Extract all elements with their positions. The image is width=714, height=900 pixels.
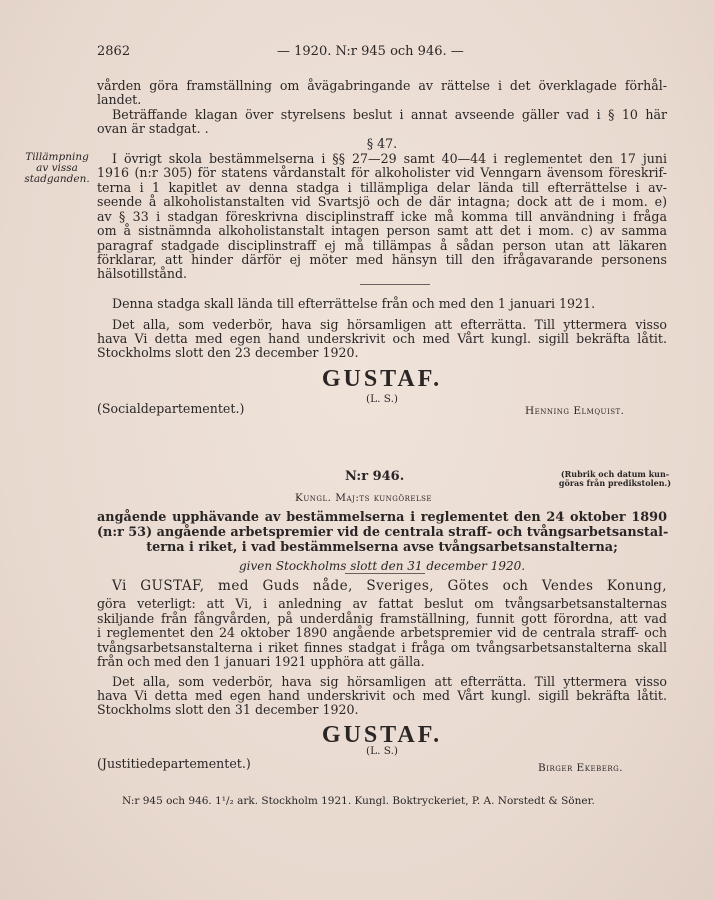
- paragraph-line: terna i 1 kapitlet av denna stadga i tillämpliga delar lända till efterrättelse i av-: [97, 180, 667, 195]
- paragraph-line: vården göra framställning om åvägabringande av rättelse i det överklagade förhål-: [97, 78, 667, 93]
- paragraph-line: förklarar, att hinder därför ej möter med hänsyn till den ifrågavarande personens: [97, 252, 667, 267]
- king-signature: GUSTAF.: [321, 366, 443, 392]
- margin-note-line: av vissa: [36, 162, 78, 174]
- paragraph-line: seende å alkoholistanstalten vid Svartsjö och de där intagna; dock att de i mom. e): [97, 194, 667, 209]
- paragraph-line: hava Vi detta med egen hand underskrivit och med Vårt kungl. sigill bekräfta låtit.: [97, 688, 667, 703]
- page-number: 2862: [97, 44, 131, 59]
- paragraph-line: I övrigt skola bestämmelserna i §§ 27—29 samt 40—44 i reglementet den 17 juni: [112, 151, 667, 166]
- paragraph-line: tvångsarbetsanstalterna i riket finnes stadgat i fråga om tvångsarbetsanstalterna skall: [97, 640, 667, 655]
- paragraph-line: om å sistnämnda alkoholistanstalt intagen person samt att det i mom. c) av samma: [97, 223, 667, 238]
- paragraph-line: skiljande från fångvården, på underdånig framställning, funnit gott förordna, att vad: [97, 611, 667, 626]
- paragraph-line: Stockholms slott den 23 december 1920.: [97, 345, 359, 360]
- paragraph-line: göra veterligt: att Vi, i anledning av fattat beslut om tvångsarbetsanstalternas: [97, 596, 667, 611]
- paragraph-line: av § 33 i stadgan föreskrivna disciplinstraff icke må komma till användning i fråga: [97, 209, 667, 224]
- paragraph-line: ovan är stadgat. .: [97, 121, 209, 136]
- department-name: (Justitiedepartementet.): [97, 756, 251, 771]
- document-title-line: terna i riket, i vad bestämmelserna avse tvångsarbetsanstalterna;: [146, 540, 618, 555]
- paragraph-line: hälsotillstånd.: [97, 266, 188, 281]
- paragraph-line: Denna stadga skall lända till efterrättelse från och med den 1 januari 1921.: [112, 296, 596, 311]
- paragraph-line: från och med den 1 januari 1921 upphöra att gälla.: [97, 654, 425, 669]
- rubric-note-line: göras från predikstolen.): [558, 478, 672, 488]
- paragraph-line: Vi GUSTAF, med Guds nåde, Sveriges, Götes och Vendes Konung,: [112, 578, 667, 594]
- rubric-note-line: (Rubrik och datum kun-: [560, 469, 670, 479]
- paragraph-line: 1916 (n:r 305) för statens vårdanstalt för alkoholister vid Venngarn ävensom föreskrif-: [97, 165, 667, 180]
- king-signature: GUSTAF.: [321, 722, 443, 748]
- printer-footer: N:r 945 och 946. 1¹/₂ ark. Stockholm 1921. Kungl. Boktryckeriet, P. A. Norstedt & Söner.: [122, 795, 595, 807]
- paragraph-line: paragraf stadgade disciplinstraff ej må tillämpas å sådan person utan att läkaren: [97, 238, 667, 253]
- paragraph-line: Det alla, som vederbör, hava sig hörsamligen att efterrätta. Till yttermera visso: [112, 317, 667, 332]
- minister-signature: Birger Ekeberg.: [538, 762, 624, 774]
- divider: [345, 573, 425, 574]
- page-header-title: — 1920. N:r 945 och 946. —: [277, 44, 464, 59]
- document-number: N:r 946.: [345, 469, 405, 484]
- paragraph-line: landet.: [97, 92, 142, 107]
- minister-signature: Henning Elmquist.: [525, 405, 625, 417]
- margin-note-line: stadganden.: [24, 173, 90, 185]
- paragraph-line: i reglementet den 24 oktober 1890 angående arbetspremier vid de centrala straff- och: [97, 625, 667, 640]
- paragraph-line: Stockholms slott den 31 december 1920.: [97, 702, 359, 717]
- seal-mark: (L. S.): [366, 393, 398, 405]
- seal-mark: (L. S.): [366, 745, 398, 757]
- paragraph-line: hava Vi detta med egen hand underskrivit och med Vårt kungl. sigill bekräfta låtit.: [97, 331, 667, 346]
- paragraph-line: Beträffande klagan över styrelsens beslut i annat avseende gäller vad i § 10 här: [112, 107, 667, 122]
- rubric-note: [556, 470, 674, 488]
- department-name: (Socialdepartementet.): [97, 401, 245, 416]
- document-type: Kungl. Maj:ts kungörelse: [295, 492, 433, 504]
- document-title-line: (n:r 53) angående arbetspremier vid de centrala straff- och tvångsarbetsanstal-: [97, 525, 669, 540]
- margin-note-line: Tillämpning: [25, 151, 89, 163]
- section-heading: § 47.: [366, 136, 398, 151]
- divider: [360, 284, 430, 285]
- document-title-line: angående upphävande av bestämmelserna i reglementet den 24 oktober 1890: [97, 510, 667, 525]
- given-date: given Stockholms slott den 31 december 1920.: [238, 559, 526, 573]
- paragraph-line: Det alla, som vederbör, hava sig hörsamligen att efterrätta. Till yttermera visso: [112, 674, 667, 689]
- margin-note: [18, 152, 96, 185]
